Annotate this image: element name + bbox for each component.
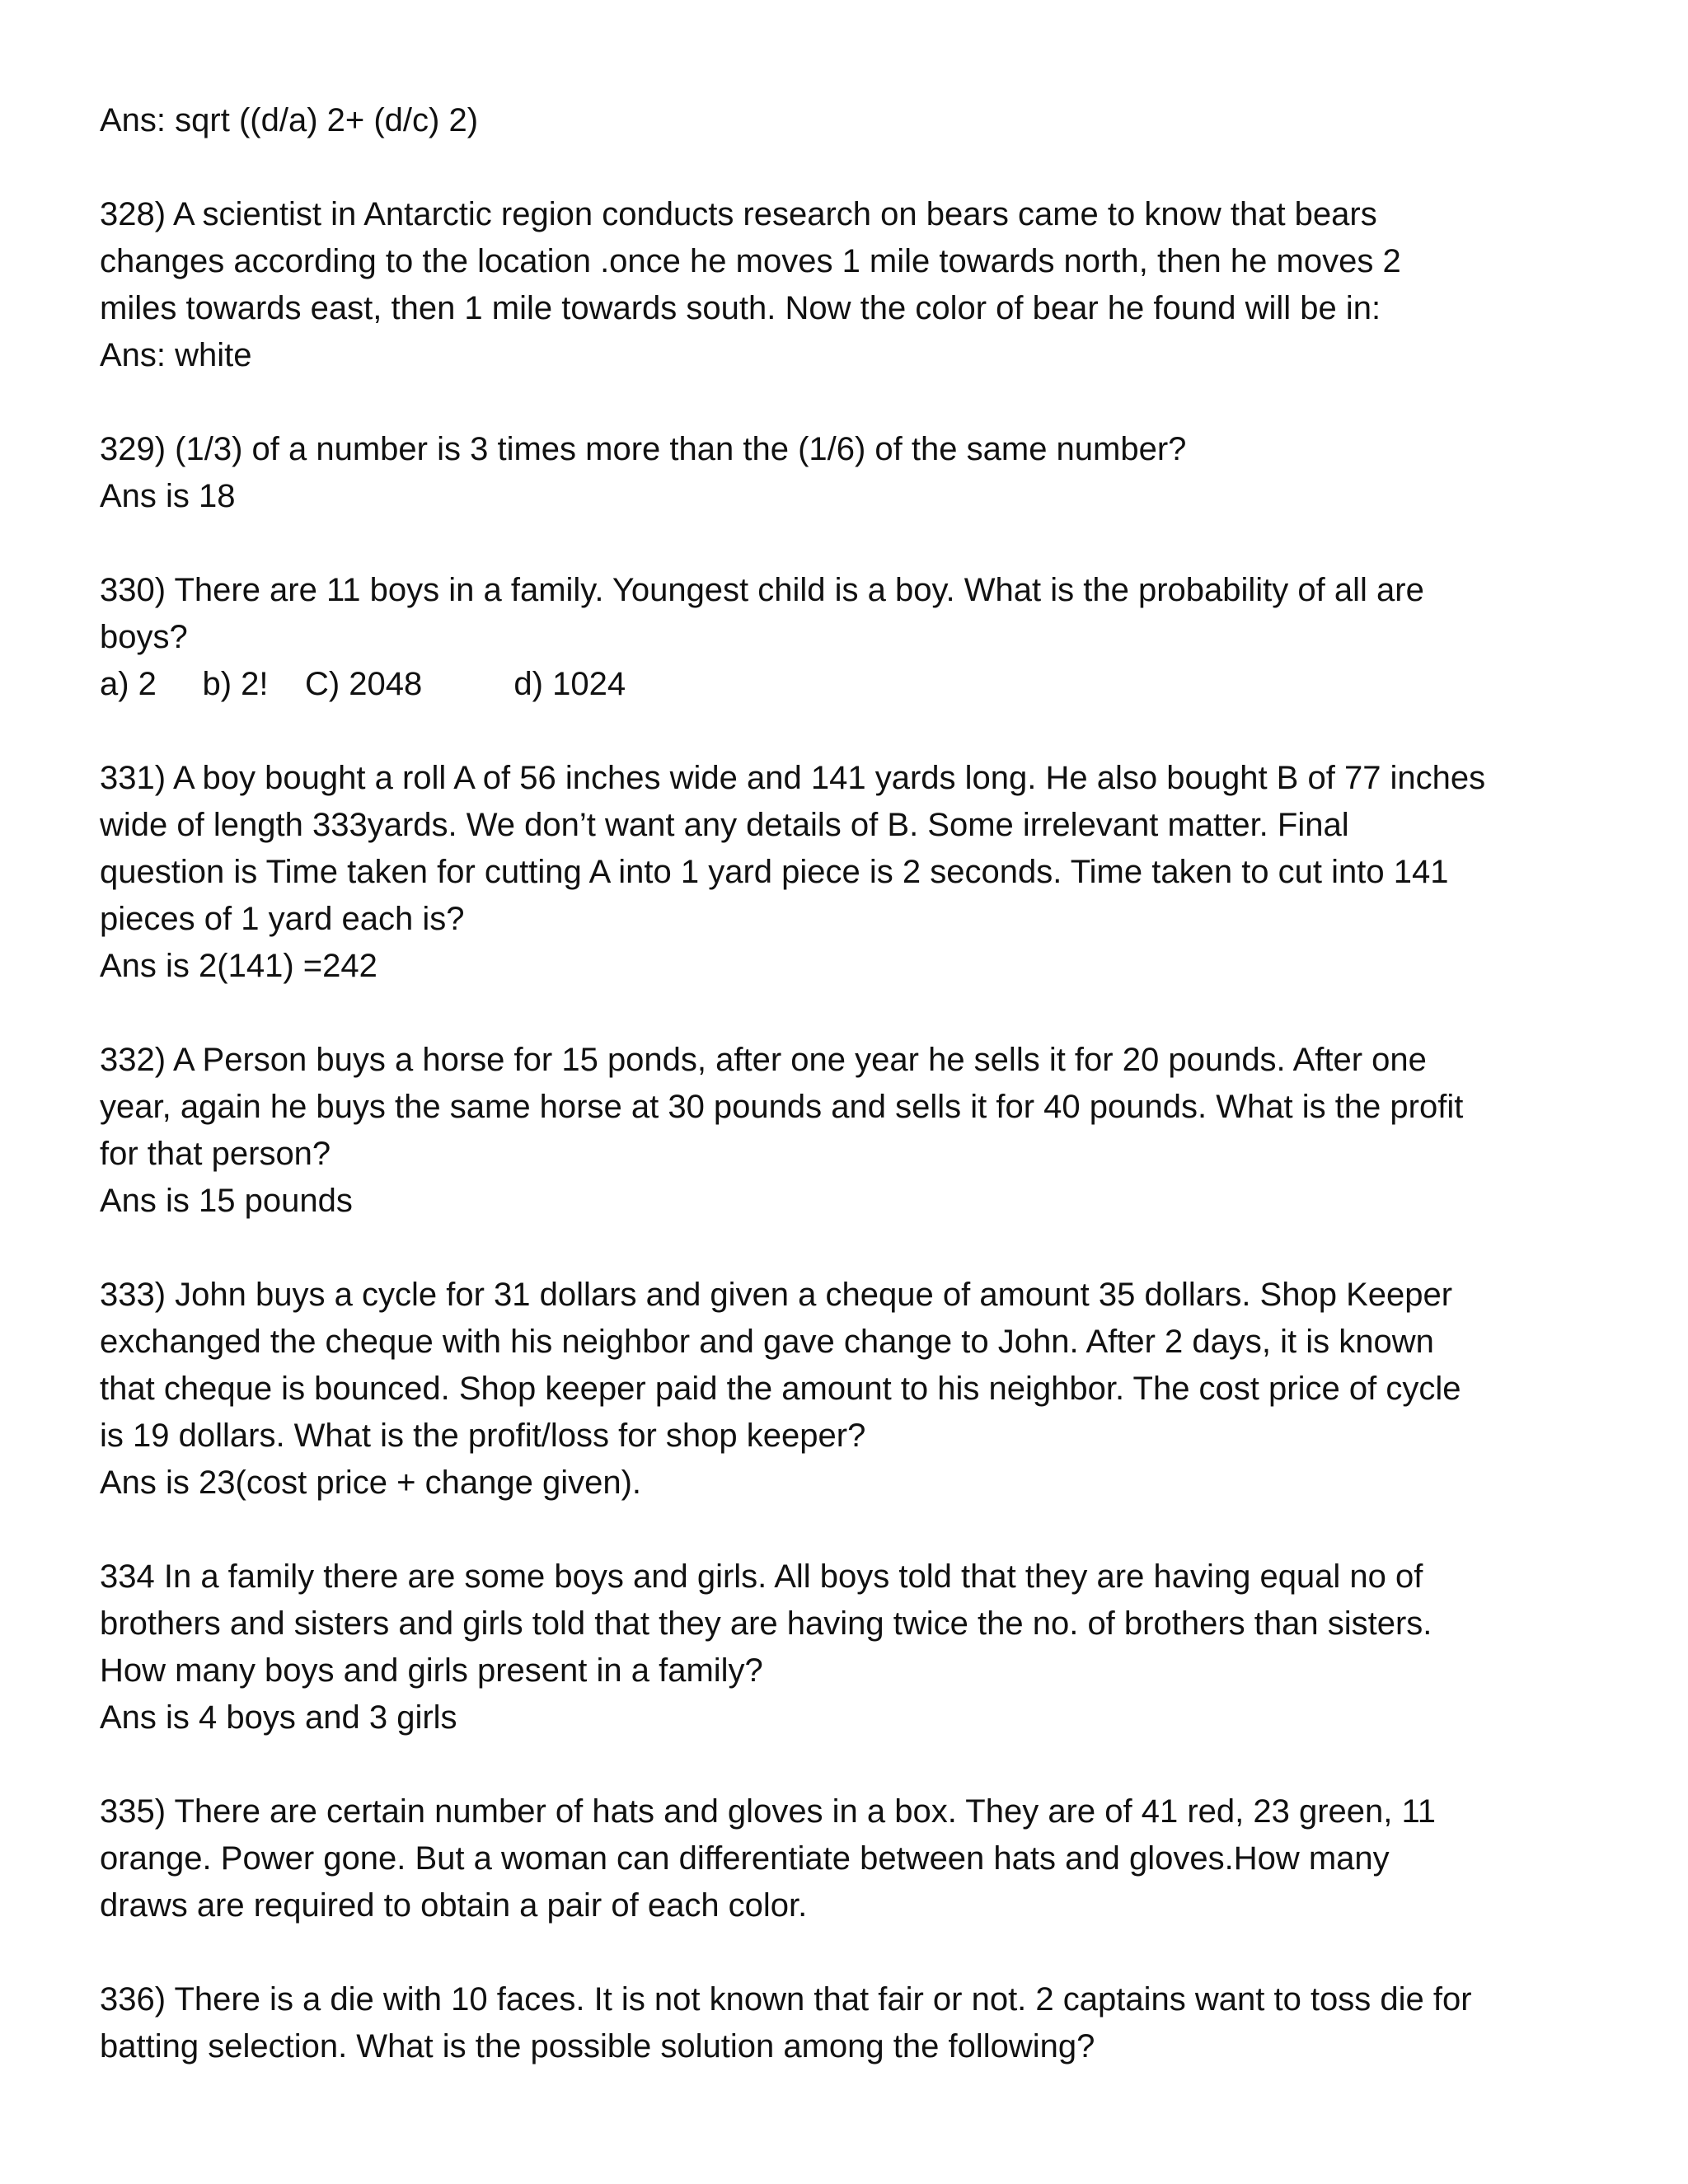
question-line: wide of length 333yards. We don’t want any details of B. Some irrelevant matter. Final [100,807,1349,843]
question-328 [100,191,1616,379]
question-line: How many boys and girls present in a family? [100,1652,763,1689]
question-line: for that person? [100,1136,331,1172]
answer-line: Ans is 18 [100,478,236,514]
question-line: pieces of 1 yard each is? [100,901,465,937]
question-line: draws are required to obtain a pair of each color. [100,1887,808,1924]
question-line: batting selection. What is the possible solution among the following? [100,2028,1095,2064]
question-329 [100,426,1616,520]
question-line: boys? [100,619,188,655]
question-line: orange. Power gone. But a woman can differentiate between hats and gloves.How many [100,1840,1390,1877]
question-line: is 19 dollars. What is the profit/loss for shop keeper? [100,1418,866,1454]
question-line: miles towards east, then 1 mile towards south. Now the color of bear he found will be in: [100,290,1381,326]
question-line: 328) A scientist in Antarctic region conducts research on bears came to know that bears [100,196,1377,232]
question-334 [100,1554,1616,1741]
question-line: 332) A Person buys a horse for 15 ponds, after one year he sells it for 20 pounds. After one [100,1042,1427,1078]
question-line: 329) (1/3) of a number is 3 times more than the (1/6) of the same number? [100,431,1187,467]
answer-line: Ans: sqrt ((d/a) 2+ (d/c) 2) [100,102,479,138]
question-line: exchanged the cheque with his neighbor and gave change to John. After 2 days, it is known [100,1324,1434,1360]
question-335 [100,1788,1616,1929]
question-330 [100,567,1616,708]
question-333 [100,1272,1616,1507]
answer-line: Ans is 15 pounds [100,1183,353,1219]
question-line: 336) There is a die with 10 faces. It is not known that fair or not. 2 captains want to toss die for [100,1981,1472,2018]
question-336 [100,1976,1616,2070]
question-line: 335) There are certain number of hats and gloves in a box. They are of 41 red, 23 green, 11 [100,1793,1437,1830]
question-line: that cheque is bounced. Shop keeper paid the amount to his neighbor. The cost price of cycle [100,1371,1461,1407]
answer-line: Ans is 23(cost price + change given). [100,1465,642,1501]
question-331 [100,755,1616,990]
question-line: brothers and sisters and girls told that they are having twice the no. of brothers than sisters. [100,1605,1432,1642]
answer-line: Ans is 4 boys and 3 girls [100,1699,457,1736]
question-332 [100,1037,1616,1225]
question-line: 333) John buys a cycle for 31 dollars and given a cheque of amount 35 dollars. Shop Keeper [100,1277,1453,1313]
answer-line: Ans: white [100,337,252,373]
question-line: year, again he buys the same horse at 30 pounds and sells it for 40 pounds. What is the profit [100,1089,1464,1125]
question-line: 334 In a family there are some boys and girls. All boys told that they are having equal no of [100,1558,1423,1595]
answer-327 [100,97,1616,144]
answer-options: a) 2 b) 2! C) 2048 d) 1024 [100,666,626,702]
document-page [100,97,1616,2117]
question-line: 330) There are 11 boys in a family. Youngest child is a boy. What is the probability of all are [100,572,1424,608]
answer-line: Ans is 2(141) =242 [100,948,377,984]
question-line: 331) A boy bought a roll A of 56 inches wide and 141 yards long. He also bought B of 77 inches [100,760,1486,796]
question-line: changes according to the location .once he moves 1 mile towards north, then he moves 2 [100,243,1401,279]
question-line: question is Time taken for cutting A into 1 yard piece is 2 seconds. Time taken to cut into 141 [100,854,1449,890]
